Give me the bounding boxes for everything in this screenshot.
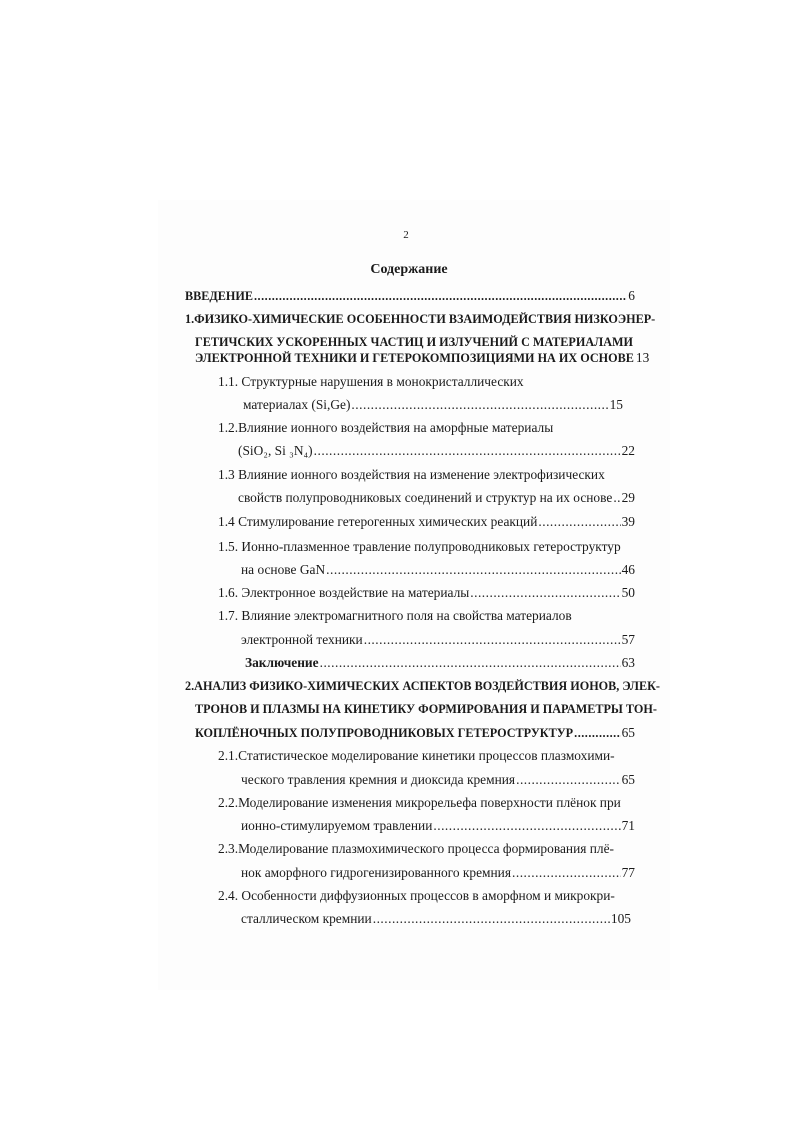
toc-entry-label: электронной техники xyxy=(241,632,363,647)
toc-entry-label: на основе GaN xyxy=(241,562,326,577)
toc-entry-label: ВВЕДЕНИЕ xyxy=(185,289,253,303)
toc-entry-2-3-cont xyxy=(241,864,635,882)
toc-entry-1-5[interactable] xyxy=(218,538,635,556)
toc-entry-label: (SiO₂, Si ₃N₄) xyxy=(238,443,313,458)
toc-page-number: 65 xyxy=(621,725,635,740)
leader-dots xyxy=(512,864,621,882)
toc-entry-label: нок аморфного гидрогенизированного кремния xyxy=(241,865,511,880)
toc-page-number: 63 xyxy=(621,655,635,670)
toc-entry-1-4[interactable] xyxy=(218,513,635,531)
leader-dots xyxy=(470,584,620,602)
toc-entry-1-3[interactable] xyxy=(218,466,635,484)
toc-entry-label: ческого травления кремния и диоксида кремния xyxy=(241,772,516,787)
page-number: 2 xyxy=(403,229,409,241)
toc-entry-introduction[interactable] xyxy=(185,287,635,305)
toc-entry-1-1[interactable] xyxy=(218,373,635,391)
toc-entry-1-1-cont xyxy=(243,396,623,414)
toc-entry-1-7[interactable] xyxy=(218,607,635,625)
toc-entry-label: 1.ФИЗИКО-ХИМИЧЕСКИЕ ОСОБЕННОСТИ ВЗАИМОДЕЙСТВИЯ НИЗКОЭНЕР- xyxy=(185,312,656,326)
leader-dots xyxy=(433,817,620,835)
toc-page-number: 65 xyxy=(621,772,635,787)
toc-entry-label: КОПЛЁНОЧНЫХ ПОЛУПРОВОДНИКОВЫХ ГЕТЕРОСТРУКТУР xyxy=(195,726,574,740)
toc-entry-label: материалах (Si,Ge) xyxy=(243,397,351,412)
toc-entry-label: 1.4 Стимулирование гетерогенных химических реакций xyxy=(218,514,538,529)
toc-entry-label: 1.5. Ионно-плазменное травление полупроводниковых гетероструктур xyxy=(218,539,621,554)
toc-page-number: 6 xyxy=(628,288,635,303)
toc-entry-label: сталлическом кремнии xyxy=(241,911,372,926)
toc-entry-label: 1.6. Электронное воздействие на материалы xyxy=(218,585,470,600)
toc-page-number: 39 xyxy=(621,514,635,529)
toc-entry-chapter-2[interactable] xyxy=(185,677,660,695)
toc-page-number: 29 xyxy=(621,490,635,505)
toc-entry-label: ЭЛЕКТРОННОЙ ТЕХНИКИ И ГЕТЕРОКОМПОЗИЦИЯМИ НА ИХ ОСНОВЕ xyxy=(195,351,634,365)
toc-entry-label: 1.1. Структурные нарушения в монокристаллических xyxy=(218,374,524,389)
leader-dots xyxy=(314,442,621,460)
toc-entry-2-2-cont xyxy=(241,817,635,835)
toc-entry-2-1[interactable] xyxy=(218,747,635,765)
toc-page-number: 71 xyxy=(621,818,635,833)
toc-entry-1-2-cont xyxy=(238,442,635,460)
toc-entry-1-2[interactable] xyxy=(218,419,635,437)
toc-entry-label: 1.3 Влияние ионного воздействия на изменение электрофизических xyxy=(218,467,605,482)
toc-title: Содержание xyxy=(370,262,448,277)
toc-entry-1-6[interactable] xyxy=(218,584,635,602)
toc-page-number: 22 xyxy=(621,443,635,458)
toc-entry-1-5-cont xyxy=(241,561,635,579)
toc-entry-2-4-cont xyxy=(241,910,631,928)
toc-page-number: 46 xyxy=(621,562,635,577)
toc-page-number: 13 xyxy=(635,350,650,365)
toc-page-number: 57 xyxy=(621,632,635,647)
leader-dots xyxy=(326,561,620,579)
leader-dots xyxy=(254,287,627,305)
leader-dots xyxy=(538,513,620,531)
toc-entry-label: свойств полупроводниковых соединений и структур на их основе xyxy=(238,490,613,505)
toc-entry-label: ГЕТИЧСКИХ УСКОРЕННЫХ ЧАСТИЦ И ИЗЛУЧЕНИЙ С МАТЕРИАЛАМИ xyxy=(195,335,634,349)
toc-entry-chapter-2-cont xyxy=(195,724,635,742)
toc-entry-2-3[interactable] xyxy=(218,840,635,858)
toc-entry-2-1-cont xyxy=(241,771,635,789)
leader-dots xyxy=(574,724,620,742)
toc-entry-chapter-2-cont xyxy=(195,700,657,718)
toc-entry-1-3-cont xyxy=(238,489,635,507)
toc-entry-chapter-1-cont xyxy=(195,349,650,367)
toc-entry-2-4[interactable] xyxy=(218,887,635,905)
toc-entry-label: Заключение xyxy=(245,655,319,670)
toc-page-number: 77 xyxy=(621,865,635,880)
leader-dots xyxy=(364,631,621,649)
toc-entry-label: 2.АНАЛИЗ ФИЗИКО-ХИМИЧЕСКИХ АСПЕКТОВ ВОЗДЕЙСТВИЯ ИОНОВ, ЭЛЕК- xyxy=(185,679,660,693)
toc-entry-label: ионно-стимулируемом травлении xyxy=(241,818,433,833)
leader-dots xyxy=(320,654,621,672)
toc-page-number: 105 xyxy=(610,911,631,926)
leader-dots xyxy=(613,489,620,507)
toc-entry-label: 2.1.Статистическое моделирование кинетики процессов плазмохими- xyxy=(218,748,615,763)
toc-entry-label: 2.2.Моделирование изменения микрорельефа поверхности плёнок при xyxy=(218,795,621,810)
toc-entry-1-7-cont xyxy=(241,631,635,649)
leader-dots xyxy=(373,910,610,928)
leader-dots xyxy=(351,396,608,414)
toc-page-number: 50 xyxy=(621,585,635,600)
toc-entry-label: 1.7. Влияние электромагнитного поля на свойства материалов xyxy=(218,608,572,623)
toc-entry-conclusion-1[interactable] xyxy=(245,654,635,672)
leader-dots xyxy=(516,771,621,789)
toc-entry-label: 2.3.Моделирование плазмохимического процесса формирования плё- xyxy=(218,841,614,856)
toc-entry-2-2[interactable] xyxy=(218,794,635,812)
toc-entry-label: ТРОНОВ И ПЛАЗМЫ НА КИНЕТИКУ ФОРМИРОВАНИЯ И ПАРАМЕТРЫ ТОН- xyxy=(195,702,657,716)
toc-page-number: 15 xyxy=(609,397,623,412)
toc-entry-label: 2.4. Особенности диффузионных процессов в аморфном и микрокри- xyxy=(218,888,615,903)
toc-entry-chapter-1[interactable] xyxy=(185,310,656,328)
toc-entry-label: 1.2.Влияние ионного воздействия на аморфные материалы xyxy=(218,420,554,435)
